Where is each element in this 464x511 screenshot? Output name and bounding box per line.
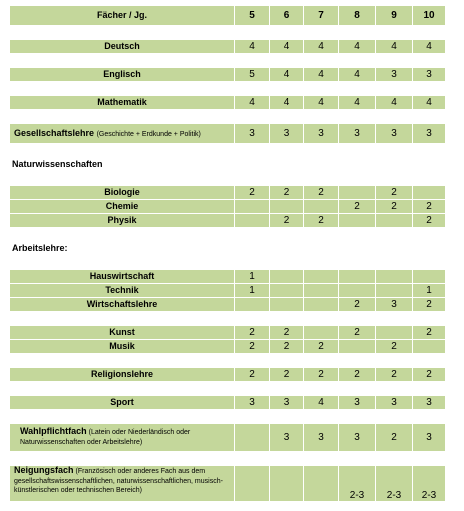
hours-cell: 2 <box>235 186 270 200</box>
hours-cell: 2 <box>270 368 304 382</box>
hours-cell: 2 <box>270 186 304 200</box>
spacer-row <box>10 26 446 40</box>
subject-label: Religionslehre <box>10 368 235 382</box>
hours-cell <box>270 298 304 312</box>
spacer-row <box>10 256 446 270</box>
curriculum-table <box>9 5 446 502</box>
hours-cell: 2 <box>339 326 376 340</box>
hours-cell <box>339 186 376 200</box>
spacer-row <box>10 382 446 396</box>
hours-cell <box>339 270 376 284</box>
hours-cell <box>270 200 304 214</box>
subject-label: Wirtschaftslehre <box>10 298 235 312</box>
hours-cell: 4 <box>376 40 413 54</box>
subject-label: Mathematik <box>10 96 235 110</box>
hours-cell: 2 <box>304 368 339 382</box>
subject-label: Biologie <box>10 186 235 200</box>
hours-cell: 4 <box>304 96 339 110</box>
row-kunst <box>10 326 446 340</box>
hours-cell: 2 <box>235 326 270 340</box>
row-physik <box>10 214 446 228</box>
row-chemie <box>10 200 446 214</box>
hours-cell: 4 <box>270 68 304 82</box>
hours-cell: 3 <box>235 124 270 144</box>
header-grade-10: 10 <box>413 6 446 26</box>
subject-label: Chemie <box>10 200 235 214</box>
section-heading: Naturwissenschaften <box>10 158 235 172</box>
header-grade-9: 9 <box>376 6 413 26</box>
hours-cell: 3 <box>270 424 304 452</box>
hours-cell: 4 <box>376 96 413 110</box>
hours-cell <box>376 284 413 298</box>
subject-name: Gesellschaftslehre <box>14 127 95 138</box>
hours-cell: 4 <box>304 396 339 410</box>
row-sport <box>10 396 446 410</box>
hours-cell <box>235 466 270 502</box>
section-heading: Arbeitslehre: <box>10 242 235 256</box>
hours-cell <box>235 424 270 452</box>
hours-cell: 2 <box>376 424 413 452</box>
hours-cell: 3 <box>339 424 376 452</box>
hours-cell: 2 <box>339 368 376 382</box>
row-mathematik <box>10 96 446 110</box>
subject-name: Neigungsfach <box>14 465 74 475</box>
hours-cell: 3 <box>270 124 304 144</box>
spacer-row <box>10 410 446 424</box>
spacer-row <box>10 452 446 466</box>
header-row <box>10 6 446 26</box>
hours-cell: 5 <box>235 68 270 82</box>
hours-cell <box>413 340 446 354</box>
hours-cell <box>376 214 413 228</box>
hours-cell <box>413 186 446 200</box>
subject-label <box>10 466 235 502</box>
hours-cell: 4 <box>339 68 376 82</box>
hours-cell: 2-3 <box>376 466 413 502</box>
row-biologie <box>10 186 446 200</box>
row-religionslehre <box>10 368 446 382</box>
hours-cell: 3 <box>376 68 413 82</box>
hours-cell: 2-3 <box>413 466 446 502</box>
subject-label: Sport <box>10 396 235 410</box>
spacer-row <box>10 144 446 158</box>
hours-cell: 4 <box>339 96 376 110</box>
hours-cell <box>270 284 304 298</box>
hours-cell: 2 <box>376 340 413 354</box>
hours-cell <box>304 466 339 502</box>
header-grade-8: 8 <box>339 6 376 26</box>
hours-cell <box>339 340 376 354</box>
row-musik <box>10 340 446 354</box>
hours-cell: 3 <box>413 68 446 82</box>
hours-cell: 2 <box>235 340 270 354</box>
hours-cell: 3 <box>304 124 339 144</box>
subject-label: Englisch <box>10 68 235 82</box>
hours-cell <box>304 270 339 284</box>
hours-cell: 2 <box>413 368 446 382</box>
subject-note: (Geschichte + Erdkunde + Politik) <box>96 130 201 138</box>
subject-name: Wahlpflichtfach <box>20 426 87 437</box>
hours-cell: 2 <box>304 340 339 354</box>
hours-cell <box>304 298 339 312</box>
hours-cell: 2 <box>413 298 446 312</box>
hours-cell: 3 <box>413 396 446 410</box>
subject-label: Deutsch <box>10 40 235 54</box>
hours-cell <box>376 270 413 284</box>
hours-cell: 2 <box>304 214 339 228</box>
hours-cell <box>376 326 413 340</box>
row-deutsch <box>10 40 446 54</box>
hours-cell: 2 <box>339 298 376 312</box>
row-wahlpflichtfach <box>10 424 446 452</box>
hours-cell: 4 <box>235 40 270 54</box>
hours-cell: 1 <box>413 284 446 298</box>
hours-cell: 3 <box>339 124 376 144</box>
row-hauswirtschaft <box>10 270 446 284</box>
hours-cell: 2 <box>413 214 446 228</box>
subject-label: Kunst <box>10 326 235 340</box>
hours-cell: 1 <box>235 284 270 298</box>
hours-cell <box>235 200 270 214</box>
spacer-row <box>10 54 446 68</box>
hours-cell: 4 <box>413 96 446 110</box>
header-grade-6: 6 <box>270 6 304 26</box>
hours-cell: 4 <box>304 40 339 54</box>
hours-cell <box>413 270 446 284</box>
subject-label: Physik <box>10 214 235 228</box>
hours-cell: 2 <box>376 186 413 200</box>
spacer-row <box>10 172 446 186</box>
hours-cell <box>235 214 270 228</box>
hours-cell: 3 <box>376 298 413 312</box>
hours-cell: 2 <box>339 200 376 214</box>
row-arbeitslehre-heading <box>10 242 446 256</box>
spacer-row <box>10 82 446 96</box>
spacer-row <box>10 354 446 368</box>
hours-cell <box>304 200 339 214</box>
hours-cell: 4 <box>339 40 376 54</box>
hours-cell: 2 <box>376 368 413 382</box>
hours-cell <box>270 466 304 502</box>
hours-cell: 3 <box>413 124 446 144</box>
hours-cell <box>304 284 339 298</box>
hours-cell: 4 <box>304 68 339 82</box>
hours-cell: 2 <box>376 200 413 214</box>
hours-cell: 4 <box>235 96 270 110</box>
hours-cell <box>339 284 376 298</box>
hours-cell: 2 <box>270 326 304 340</box>
row-wirtschaftslehre <box>10 298 446 312</box>
row-englisch <box>10 68 446 82</box>
hours-cell: 4 <box>413 40 446 54</box>
header-grade-7: 7 <box>304 6 339 26</box>
hours-cell: 3 <box>339 396 376 410</box>
subject-label: Technik <box>10 284 235 298</box>
hours-cell: 3 <box>376 396 413 410</box>
row-naturwissenschaften-heading <box>10 158 446 172</box>
hours-cell: 3 <box>270 396 304 410</box>
spacer-row <box>10 228 446 242</box>
hours-cell: 3 <box>376 124 413 144</box>
subject-label: Hauswirtschaft <box>10 270 235 284</box>
hours-cell: 2 <box>270 340 304 354</box>
subject-label <box>10 124 235 144</box>
hours-cell: 2 <box>413 200 446 214</box>
hours-cell <box>270 270 304 284</box>
hours-cell <box>304 326 339 340</box>
hours-cell: 3 <box>304 424 339 452</box>
hours-cell <box>235 298 270 312</box>
row-gesellschaftslehre <box>10 124 446 144</box>
subject-label: Musik <box>10 340 235 354</box>
hours-cell: 2 <box>304 186 339 200</box>
hours-cell: 2 <box>270 214 304 228</box>
header-subject: Fächer / Jg. <box>10 6 235 26</box>
hours-cell: 3 <box>413 424 446 452</box>
hours-cell: 3 <box>235 396 270 410</box>
subject-label <box>10 424 235 452</box>
hours-cell: 4 <box>270 40 304 54</box>
subject-note: (Französisch oder anderes Fach aus dem gesellschaftswissenschaftlichen, naturwissenschaftlichen, musisch-künstlerischen oder technischen Bereich) <box>14 468 223 495</box>
header-grade-5: 5 <box>235 6 270 26</box>
hours-cell: 2-3 <box>339 466 376 502</box>
spacer-row <box>10 110 446 124</box>
row-technik <box>10 284 446 298</box>
hours-cell: 2 <box>413 326 446 340</box>
hours-cell: 2 <box>235 368 270 382</box>
hours-cell: 1 <box>235 270 270 284</box>
row-neigungsfach <box>10 466 446 502</box>
hours-cell: 4 <box>270 96 304 110</box>
spacer-row <box>10 312 446 326</box>
subject-note: (Latein oder Niederländisch oder Naturwissenschaften oder Arbeitslehre) <box>20 429 191 446</box>
hours-cell <box>339 214 376 228</box>
